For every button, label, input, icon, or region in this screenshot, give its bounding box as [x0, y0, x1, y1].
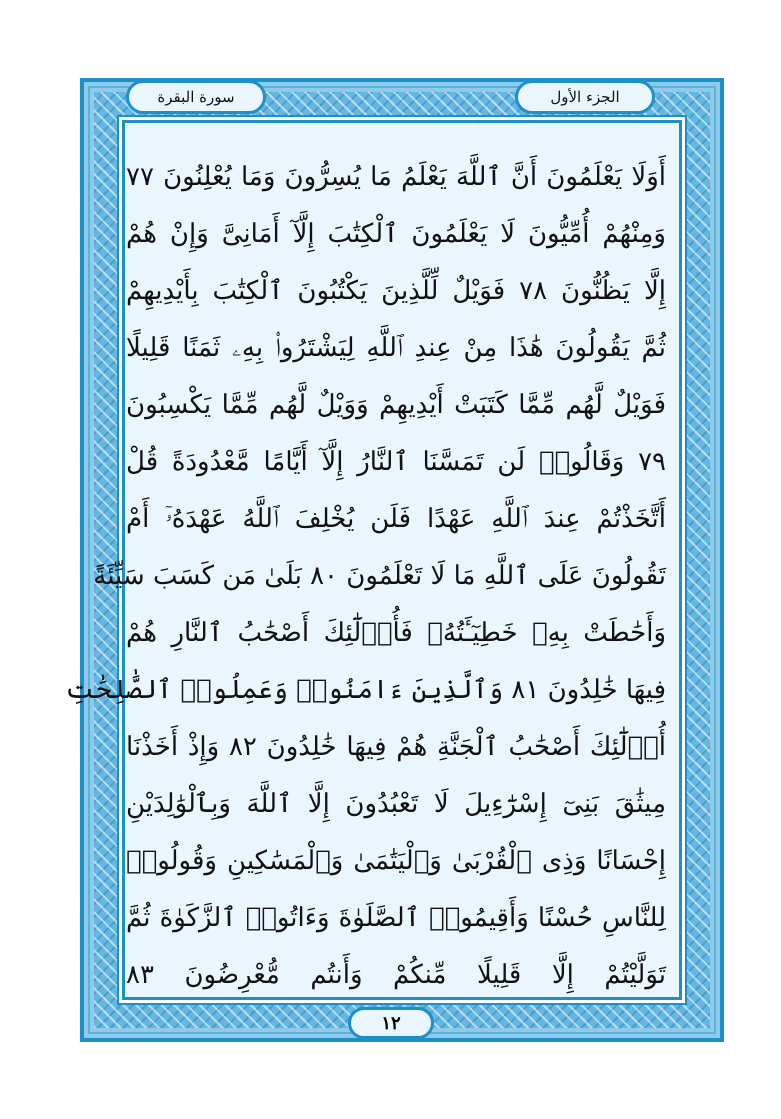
- page-number: ١٢: [348, 1007, 434, 1039]
- verse-line: وَمِنْهُمْ أُمِّيُّونَ لَا يَعْلَمُونَ ٱلْكِتَٰبَ إِلَّآ أَمَانِىَّ وَإِنْ هُمْ: [126, 219, 666, 249]
- verse-line: تَقُولُونَ عَلَى ٱللَّهِ مَا لَا تَعْلَمُونَ ٨٠ بَلَىٰ مَن كَسَبَ سَيِّئَةً: [93, 561, 666, 591]
- verse-line: فَوَيْلٌ لَّهُم مِّمَّا كَتَبَتْ أَيْدِيهِمْ وَوَيْلٌ لَّهُم مِّمَّا يَكْسِبُونَ: [126, 390, 666, 420]
- verse-line: فِيهَا خَٰلِدُونَ ٨١ وَٱلَّذِينَ ءَامَنُوا۟ وَعَمِلُوا۟ ٱلصَّٰلِحَٰتِ: [65, 675, 666, 705]
- surah-name-label: سورة البقرة: [126, 80, 266, 114]
- verse-line: تَوَلَّيْتُمْ إِلَّا قَلِيلًا مِّنكُمْ وَأَنتُم مُّعْرِضُونَ ٨٣: [126, 960, 666, 990]
- verse-line: أَوَلَا يَعْلَمُونَ أَنَّ ٱللَّهَ يَعْلَمُ مَا يُسِرُّونَ وَمَا يُعْلِنُونَ ٧٧: [126, 162, 666, 192]
- juz-label: الجزء الأول: [515, 80, 655, 114]
- verse-line: أُو۟لَٰٓئِكَ أَصْحَٰبُ ٱلْجَنَّةِ هُمْ فِيهَا خَٰلِدُونَ ٨٢ وَإِذْ أَخَذْنَا: [126, 732, 666, 762]
- verse-line: إِحْسَانًا وَذِى ٱلْقُرْبَىٰ وَٱلْيَتَٰمَىٰ وَٱلْمَسَٰكِينِ وَقُولُوا۟: [126, 846, 666, 876]
- verse-lines: [65, 146, 666, 991]
- verse-line: ٧٩ وَقَالُوا۟ لَن تَمَسَّنَا ٱلنَّارُ إِلَّآ أَيَّامًا مَّعْدُودَةً قُلْ: [126, 447, 666, 477]
- verse-line: أَتَّخَذْتُمْ عِندَ ٱللَّهِ عَهْدًا فَلَن يُخْلِفَ ٱللَّهُ عَهْدَهُۥٓ أَمْ: [126, 503, 666, 534]
- verse-line: مِيثَٰقَ بَنِىٓ إِسْرَٰٓءِيلَ لَا تَعْبُدُونَ إِلَّا ٱللَّهَ وَبِٱلْوَٰلِدَيْنِ: [126, 789, 666, 819]
- verse-line: وَأَحَٰطَتْ بِهِۦ خَطِيٓـَٔتُهُۥ فَأُو۟لَٰٓئِكَ أَصْحَٰبُ ٱلنَّارِ هُمْ: [126, 618, 666, 648]
- verse-line: لِلنَّاسِ حُسْنًا وَأَقِيمُوا۟ ٱلصَّلَوٰةَ وَءَاتُوا۟ ٱلزَّكَوٰةَ ثُمَّ: [126, 903, 666, 933]
- verse-line: إِلَّا يَظُنُّونَ ٧٨ فَوَيْلٌ لِّلَّذِينَ يَكْتُبُونَ ٱلْكِتَٰبَ بِأَيْدِيهِمْ: [126, 276, 666, 306]
- verse-line: ثُمَّ يَقُولُونَ هَٰذَا مِنْ عِندِ ٱللَّهِ لِيَشْتَرُوا۟ بِهِۦ ثَمَنًا قَلِيلًا: [126, 332, 666, 363]
